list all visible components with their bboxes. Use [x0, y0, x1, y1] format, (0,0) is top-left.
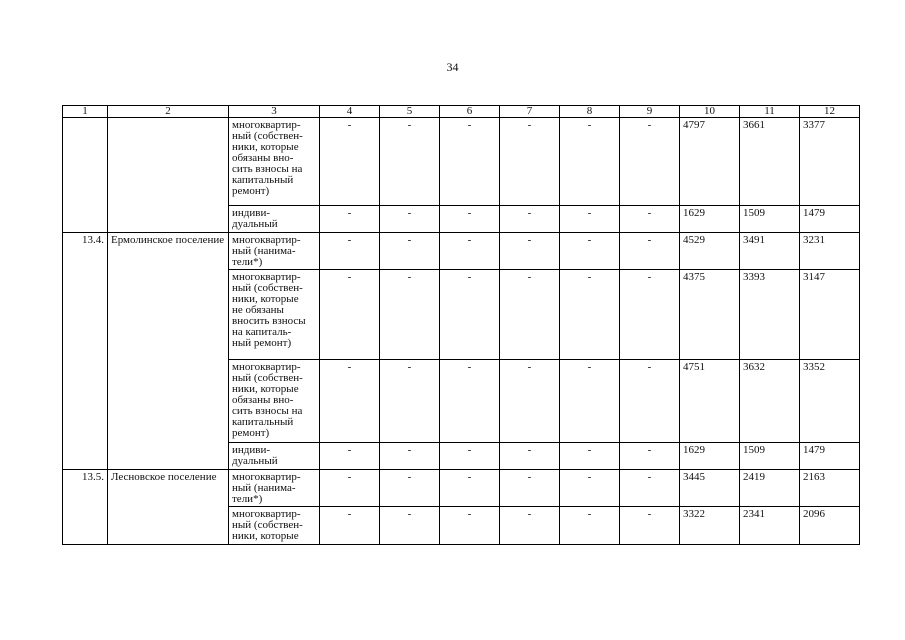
value-col-10: 1629: [680, 443, 740, 470]
value-col-6: -: [440, 470, 500, 507]
value-col-6: -: [440, 206, 500, 233]
value-col-11: 1509: [740, 206, 800, 233]
value-col-8: -: [560, 270, 620, 360]
value-col-12: 3147: [800, 270, 860, 360]
housing-type-line: индиви-: [232, 207, 271, 219]
housing-type-line: сить взносы на: [232, 405, 303, 417]
housing-type-line: на капиталь-: [232, 326, 292, 338]
value-col-8: -: [560, 507, 620, 545]
housing-type-line: дуальный: [232, 218, 278, 230]
value-col-6: -: [440, 443, 500, 470]
housing-type-line: тели*): [232, 493, 263, 505]
housing-type-line: дуальный: [232, 455, 278, 467]
column-header-5: 5: [380, 106, 440, 118]
column-header-4: 4: [320, 106, 380, 118]
column-header-11: 11: [740, 106, 800, 118]
housing-type: [229, 206, 320, 233]
housing-type: [229, 270, 320, 360]
housing-type-line: ники, которые: [232, 530, 299, 542]
housing-type: [229, 443, 320, 470]
column-header-10: 10: [680, 106, 740, 118]
value-col-4: -: [320, 507, 380, 545]
housing-type-line: сить взносы на: [232, 163, 303, 175]
value-col-11: 3661: [740, 118, 800, 206]
table-row: [63, 470, 860, 507]
value-col-9: -: [620, 270, 680, 360]
value-col-6: -: [440, 270, 500, 360]
value-col-9: -: [620, 118, 680, 206]
value-col-9: -: [620, 233, 680, 270]
value-col-9: -: [620, 360, 680, 443]
value-col-9: -: [620, 443, 680, 470]
value-col-8: -: [560, 443, 620, 470]
column-header-9: 9: [620, 106, 680, 118]
housing-type-line: многоквартир-: [232, 234, 301, 246]
value-col-8: -: [560, 206, 620, 233]
table-row: [63, 118, 860, 206]
value-col-11: 2341: [740, 507, 800, 545]
value-col-5: -: [380, 443, 440, 470]
housing-type-line: ники, которые: [232, 293, 299, 305]
housing-type-line: многоквартир-: [232, 271, 301, 283]
row-code: [63, 118, 108, 233]
housing-type-line: ный (собствен-: [232, 519, 303, 531]
value-col-10: 4375: [680, 270, 740, 360]
housing-type-line: ремонт): [232, 185, 270, 197]
value-col-7: -: [500, 270, 560, 360]
housing-type-line: многоквартир-: [232, 508, 301, 520]
value-col-9: -: [620, 470, 680, 507]
value-col-10: 4751: [680, 360, 740, 443]
value-col-4: -: [320, 470, 380, 507]
tariff-table: [62, 105, 860, 545]
housing-type-line: обязаны вно-: [232, 152, 294, 164]
housing-type-line: ный (собствен-: [232, 130, 303, 142]
housing-type-line: ный ремонт): [232, 337, 292, 349]
settlement-name: Ермолинское поселение: [108, 233, 229, 470]
housing-type-line: ники, которые: [232, 141, 299, 153]
value-col-8: -: [560, 360, 620, 443]
value-col-10: 3322: [680, 507, 740, 545]
value-col-4: -: [320, 443, 380, 470]
value-col-6: -: [440, 233, 500, 270]
housing-type-line: вносить взносы: [232, 315, 306, 327]
housing-type: [229, 507, 320, 545]
value-col-12: 3377: [800, 118, 860, 206]
value-col-11: 1509: [740, 443, 800, 470]
settlement-name: Лесновское поселение: [108, 470, 229, 545]
value-col-11: 3393: [740, 270, 800, 360]
housing-type-line: многоквартир-: [232, 471, 301, 483]
value-col-12: 3352: [800, 360, 860, 443]
value-col-5: -: [380, 507, 440, 545]
housing-type-line: не обязаны: [232, 304, 284, 316]
value-col-6: -: [440, 507, 500, 545]
value-col-9: -: [620, 206, 680, 233]
row-code: 13.5.: [63, 470, 108, 545]
value-col-8: -: [560, 470, 620, 507]
housing-type-line: ный (собствен-: [232, 282, 303, 294]
column-header-7: 7: [500, 106, 560, 118]
column-header-1: 1: [63, 106, 108, 118]
column-header-2: 2: [108, 106, 229, 118]
value-col-4: -: [320, 270, 380, 360]
housing-type-line: индиви-: [232, 444, 271, 456]
value-col-12: 2163: [800, 470, 860, 507]
housing-type: [229, 118, 320, 206]
housing-type-line: ный (нанима-: [232, 482, 296, 494]
value-col-10: 4797: [680, 118, 740, 206]
value-col-7: -: [500, 233, 560, 270]
value-col-8: -: [560, 118, 620, 206]
page-number: 34: [446, 60, 459, 74]
value-col-7: -: [500, 118, 560, 206]
value-col-7: -: [500, 507, 560, 545]
housing-type-line: капитальный: [232, 416, 294, 428]
housing-type-line: ники, которые: [232, 383, 299, 395]
value-col-7: -: [500, 206, 560, 233]
value-col-5: -: [380, 206, 440, 233]
value-col-12: 3231: [800, 233, 860, 270]
housing-type-line: ремонт): [232, 427, 270, 439]
value-col-5: -: [380, 118, 440, 206]
column-header-8: 8: [560, 106, 620, 118]
value-col-5: -: [380, 270, 440, 360]
value-col-7: -: [500, 443, 560, 470]
value-col-6: -: [440, 118, 500, 206]
housing-type: [229, 470, 320, 507]
housing-type: [229, 360, 320, 443]
value-col-11: 3491: [740, 233, 800, 270]
value-col-10: 1629: [680, 206, 740, 233]
value-col-5: -: [380, 233, 440, 270]
table-row: [63, 233, 860, 270]
value-col-5: -: [380, 470, 440, 507]
housing-type-line: обязаны вно-: [232, 394, 294, 406]
housing-type-line: многоквартир-: [232, 119, 301, 131]
value-col-4: -: [320, 233, 380, 270]
column-header-3: 3: [229, 106, 320, 118]
value-col-4: -: [320, 118, 380, 206]
column-header-12: 12: [800, 106, 860, 118]
housing-type-line: многоквартир-: [232, 361, 301, 373]
value-col-5: -: [380, 360, 440, 443]
housing-type-line: ный (нанима-: [232, 245, 296, 257]
housing-type-line: ный (собствен-: [232, 372, 303, 384]
value-col-9: -: [620, 507, 680, 545]
value-col-12: 1479: [800, 206, 860, 233]
value-col-11: 2419: [740, 470, 800, 507]
column-header-6: 6: [440, 106, 500, 118]
header-row: [63, 106, 860, 118]
value-col-7: -: [500, 360, 560, 443]
value-col-12: 2096: [800, 507, 860, 545]
value-col-11: 3632: [740, 360, 800, 443]
value-col-4: -: [320, 360, 380, 443]
value-col-12: 1479: [800, 443, 860, 470]
housing-type-line: капитальный: [232, 174, 294, 186]
value-col-7: -: [500, 470, 560, 507]
value-col-10: 4529: [680, 233, 740, 270]
row-code: 13.4.: [63, 233, 108, 470]
value-col-6: -: [440, 360, 500, 443]
housing-type-line: тели*): [232, 256, 263, 268]
value-col-10: 3445: [680, 470, 740, 507]
settlement-name: [108, 118, 229, 233]
housing-type: [229, 233, 320, 270]
value-col-8: -: [560, 233, 620, 270]
value-col-4: -: [320, 206, 380, 233]
